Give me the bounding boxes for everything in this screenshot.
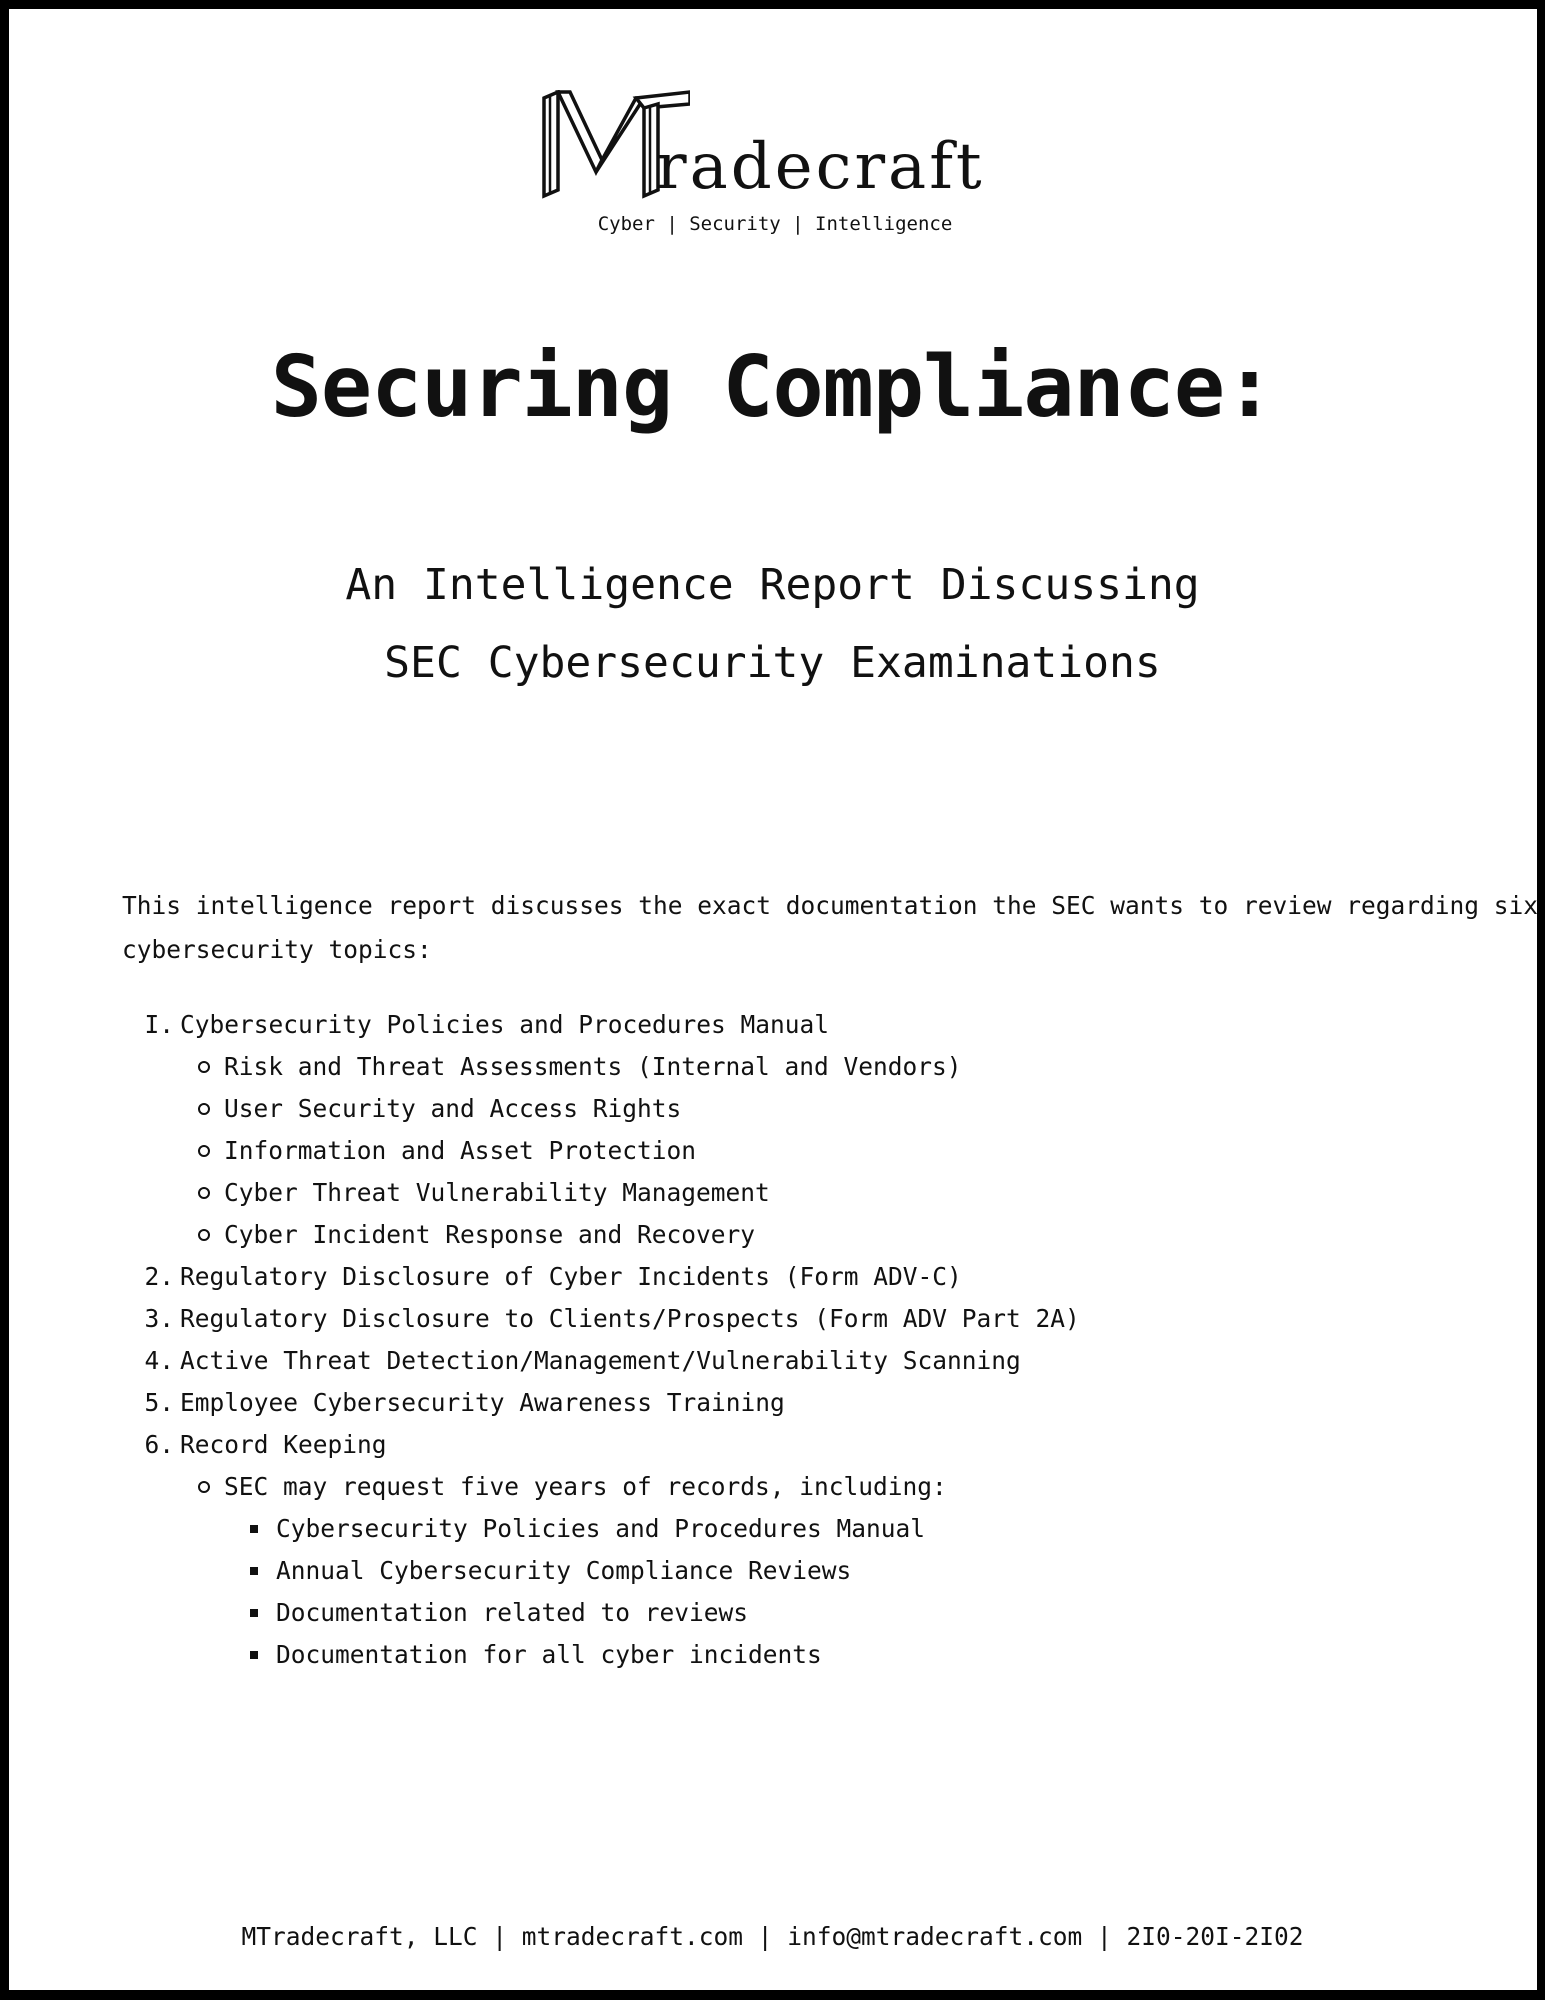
topic-number: 4. bbox=[144, 1346, 174, 1375]
topic-number: 6. bbox=[144, 1430, 174, 1459]
square-bullet-icon bbox=[250, 1609, 258, 1617]
hollow-bullet-icon bbox=[198, 1187, 210, 1199]
intro-line-2: cybersecurity topics: bbox=[122, 935, 432, 964]
topic-label: Regulatory Disclosure to Clients/Prospects (Form ADV Part 2A) bbox=[180, 1304, 1080, 1333]
document-subtitle-line-1: An Intelligence Report Discussing bbox=[345, 560, 1200, 610]
company-logo bbox=[540, 90, 1010, 250]
topic-label: Employee Cybersecurity Awareness Training bbox=[180, 1388, 785, 1417]
contact-footer: MTradecraft, LLC | mtradecraft.com | info@mtradecraft.com | 2I0-20I-2I02 bbox=[241, 1922, 1304, 1951]
logo-wordmark: radecraft bbox=[656, 130, 985, 204]
logo-tagline: Cyber | Security | Intelligence bbox=[597, 213, 953, 235]
topic-number: 2. bbox=[144, 1262, 174, 1291]
hollow-bullet-icon bbox=[198, 1229, 210, 1241]
square-bullet-icon bbox=[250, 1651, 258, 1659]
hollow-bullet-icon bbox=[198, 1103, 210, 1115]
intro-paragraph bbox=[122, 884, 1539, 972]
document-title: Securing Compliance: bbox=[270, 338, 1275, 437]
intro-line-1: This intelligence report discusses the exact documentation the SEC wants to review regarding six bbox=[122, 891, 1539, 920]
topic-label: Active Threat Detection/Management/Vulnerability Scanning bbox=[180, 1346, 1021, 1375]
topic-label: Regulatory Disclosure of Cyber Incidents (Form ADV-C) bbox=[180, 1262, 962, 1291]
square-bullet-icon bbox=[250, 1525, 258, 1533]
hollow-bullet-icon bbox=[198, 1481, 210, 1493]
document-subtitle-line-2: SEC Cybersecurity Examinations bbox=[384, 638, 1161, 688]
topic-label: Cybersecurity Policies and Procedures Manual bbox=[180, 1010, 830, 1039]
topic-number: 5. bbox=[144, 1388, 174, 1417]
hollow-bullet-icon bbox=[198, 1145, 210, 1157]
topic-number: I. bbox=[144, 1010, 174, 1039]
square-bullet-icon bbox=[250, 1567, 258, 1575]
hollow-bullet-icon bbox=[198, 1061, 210, 1073]
topic-number: 3. bbox=[144, 1304, 174, 1333]
topic-label: Record Keeping bbox=[180, 1430, 387, 1459]
